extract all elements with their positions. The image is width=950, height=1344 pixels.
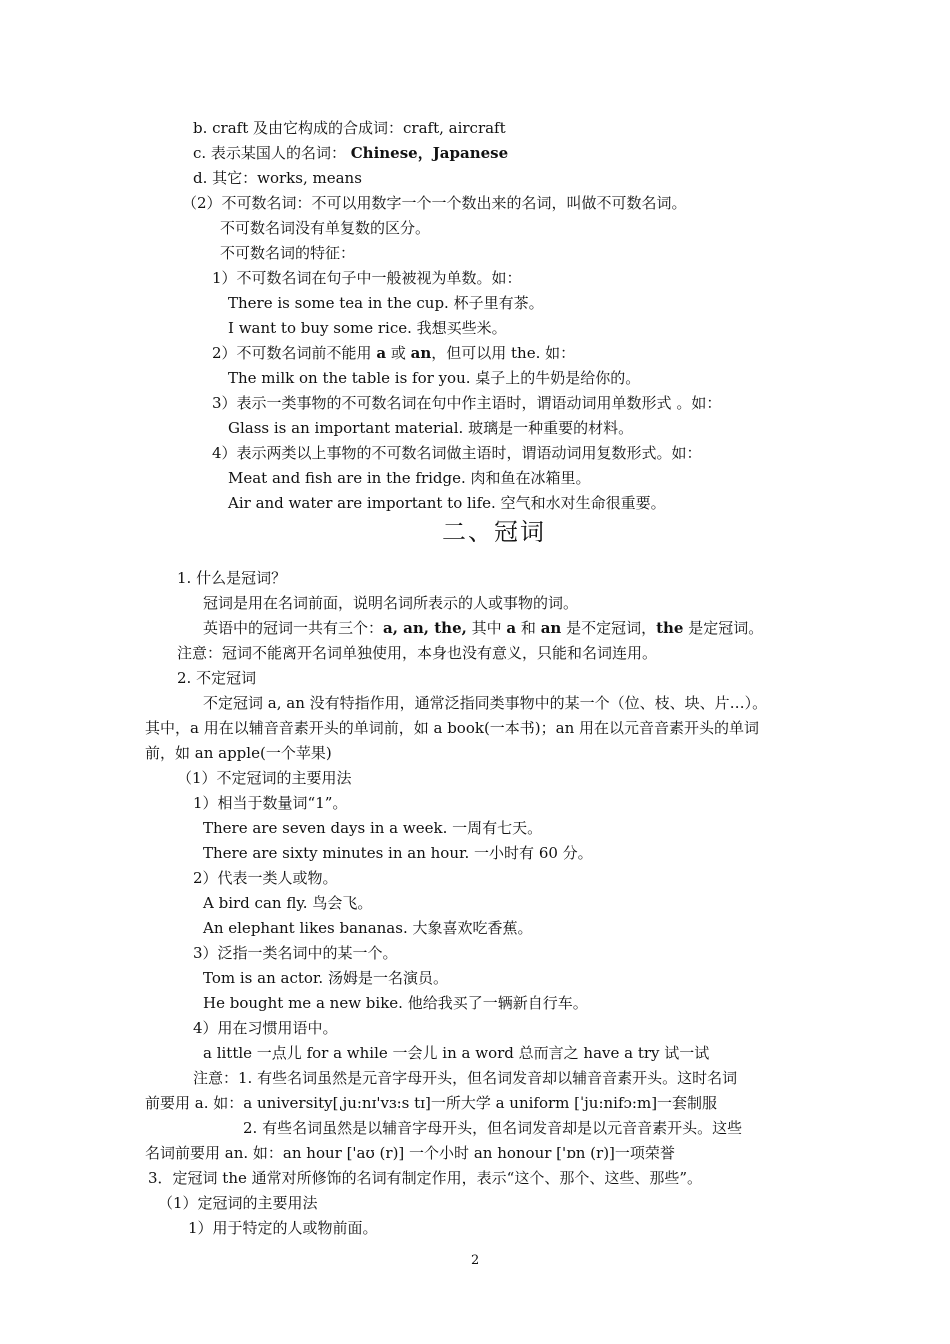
text-line: An elephant likes bananas. 大象喜欢吃香蕉。 <box>203 919 533 937</box>
text-line: b. craft 及由它构成的合成词：craft, aircraft <box>193 119 506 137</box>
text-line: The milk on the table is for you. 桌子上的牛奶是给你的。 <box>228 369 641 387</box>
text-line: 1）相当于数量词“1”。 <box>193 794 348 812</box>
text-line: 名词前要用 an. 如：an hour ['aʊ (r)] 一个小时 an honour ['ɒn (r)]一项荣誉 <box>145 1144 675 1162</box>
text-line: 2）不可数名词前不能用 a 或 an，但可以用 the. 如： <box>212 344 576 362</box>
text-line: Air and water are important to life. 空气和水对生命很重要。 <box>228 494 666 512</box>
text-line: （2）不可数名词：不可以用数字一个一个数出来的名词，叫做不可数名词。 <box>182 194 687 212</box>
text-line: 2）代表一类人或物。 <box>193 869 338 887</box>
text-line: 不可数名词的特征： <box>220 244 356 262</box>
text-line: Glass is an important material. 玻璃是一种重要的材料。 <box>228 419 634 437</box>
text-line: Meat and fish are in the fridge. 肉和鱼在冰箱里。 <box>228 469 591 487</box>
text-line: 4）用在习惯用语中。 <box>193 1019 338 1037</box>
text-line: 不定冠词 a, an 没有特指作用，通常泛指同类事物中的某一个（位、枝、块、片…）。 <box>203 694 768 712</box>
text-line: 3）泛指一类名词中的某一个。 <box>193 944 398 962</box>
text-line: Tom is an actor. 汤姆是一名演员。 <box>203 969 448 987</box>
text-line: 2. 不定冠词 <box>177 669 257 687</box>
text-line: 英语中的冠词一共有三个：a, an, the, 其中 a 和 an 是不定冠词，the 是定冠词。 <box>203 619 764 637</box>
text-line: 其中，a 用在以辅音音素开头的单词前，如 a book(一本书)；an 用在以元音音素开头的单词 <box>145 719 760 737</box>
text-line: （1）定冠词的主要用法 <box>158 1194 318 1212</box>
text-line: There is some tea in the cup. 杯子里有茶。 <box>228 294 544 312</box>
text-line: 4）表示两类以上事物的不可数名词做主语时，谓语动词用复数形式。如： <box>212 444 702 462</box>
text-line: There are sixty minutes in an hour. 一小时有 60 分。 <box>203 844 593 862</box>
text-line: （1）不定冠词的主要用法 <box>177 769 352 787</box>
text-line: d. 其它：works, means <box>193 169 362 187</box>
text-line: 前要用 a. 如：a university[ˌju:nɪ'vɜ:s tɪ]一所大学 a uniform [ˈju:nifɔ:m]一套制服 <box>145 1094 718 1112</box>
text-line: 冠词是用在名词前面，说明名词所表示的人或事物的词。 <box>203 594 579 612</box>
text-line: c. 表示某国人的名词： Chinese，Japanese <box>193 144 509 162</box>
section-title: 二、冠词 <box>442 518 546 546</box>
text-line: 1）用于特定的人或物前面。 <box>188 1219 378 1237</box>
text-line: 2. 有些名词虽然是以辅音字母开头，但名词发音却是以元音音素开头。这些 <box>243 1119 743 1137</box>
text-line: 前，如 an apple(一个苹果) <box>145 744 332 762</box>
text-line: 不可数名词没有单复数的区分。 <box>220 219 431 237</box>
text-line: 3）表示一类事物的不可数名词在句中作主语时，谓语动词用单数形式 。如： <box>212 394 722 412</box>
text-line: There are seven days in a week. 一周有七天。 <box>203 819 543 837</box>
text-line: 注意：冠词不能离开名词单独使用，本身也没有意义，只能和名词连用。 <box>177 644 658 662</box>
page-number: 2 <box>471 1253 480 1268</box>
text-line: He bought me a new bike. 他给我买了一辆新自行车。 <box>203 994 588 1012</box>
text-line: 1）不可数名词在句子中一般被视为单数。如： <box>212 269 522 287</box>
text-line: 1. 什么是冠词？ <box>177 569 287 587</box>
text-line: 注意：1. 有些名词虽然是元音字母开头，但名词发音却以辅音音素开头。这时名词 <box>193 1069 738 1087</box>
text-line: a little 一点儿 for a while 一会儿 in a word 总而言之 have a try 试一试 <box>203 1044 710 1062</box>
text-line: 3．定冠词 the 通常对所修饰的名词有制定作用，表示“这个、那个、这些、那些”。 <box>148 1169 702 1187</box>
text-line: A bird can fly. 鸟会飞。 <box>203 894 373 912</box>
text-line: I want to buy some rice. 我想买些米。 <box>228 319 507 337</box>
